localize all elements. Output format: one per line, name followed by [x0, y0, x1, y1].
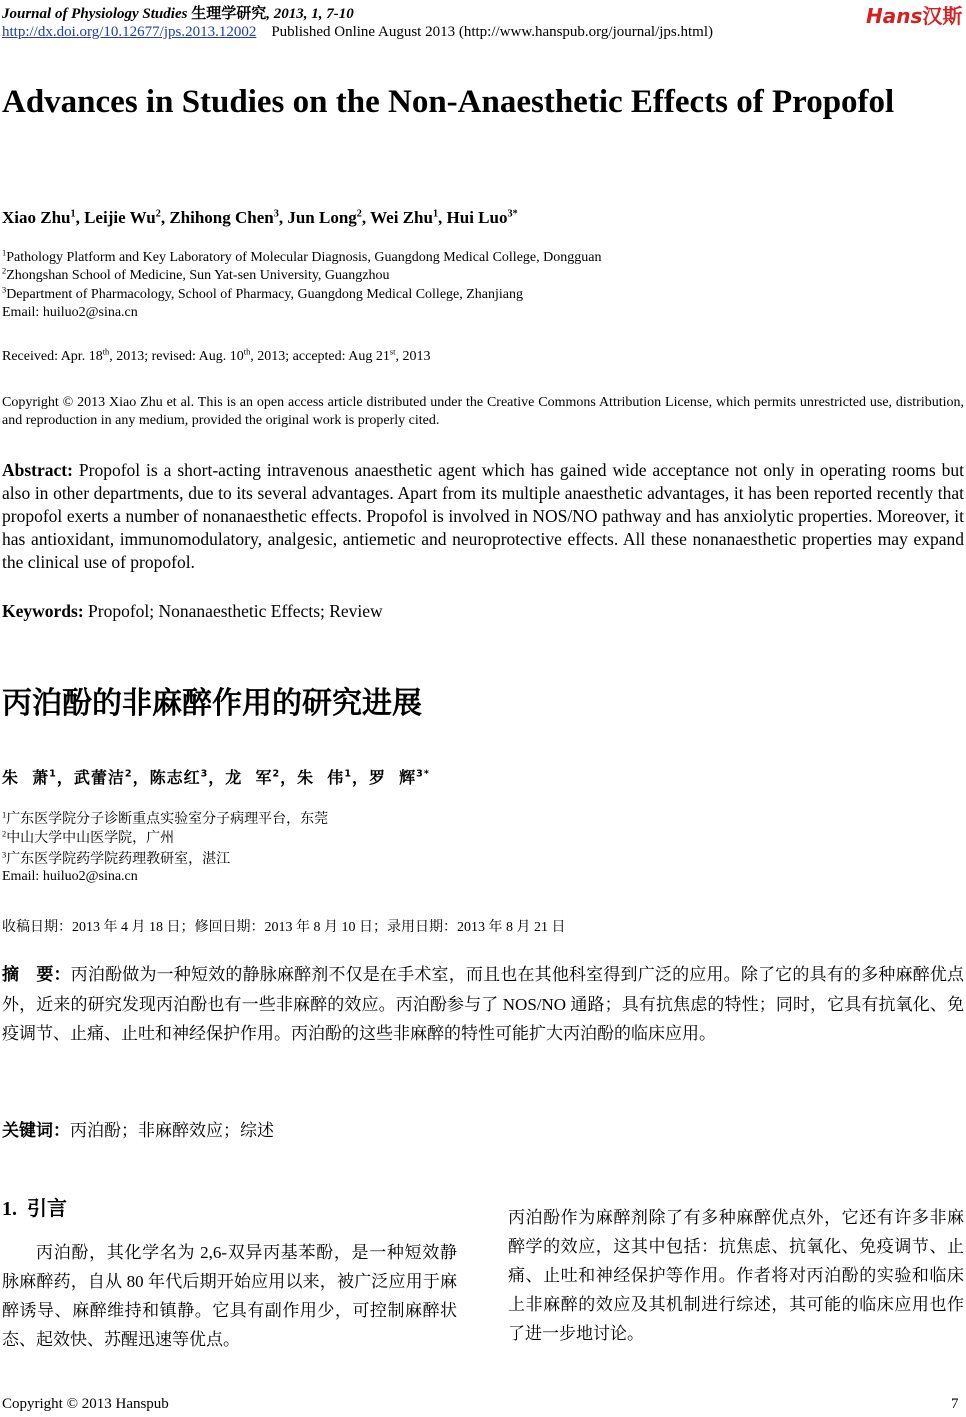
- cn-author: 武蕾洁: [73, 768, 125, 787]
- cn-affiliation-sup: 2: [2, 829, 7, 839]
- cn-affiliation: [2, 827, 174, 847]
- cn-abstract-text: 丙泊酚做为一种短效的静脉麻醉剂不仅是在手术室，而且也在其他科室得到广泛的应用。除了它的具有的多种麻醉优点外，近来的研究发现丙泊酚也有一些非麻醉的效应。丙泊酚参与了 NOS/NO 通路；具有抗焦虑的特性；同时，它具有抗氧化、免疫调节、止痛、止吐和神经保护作用。丙泊酚的这些非麻醉的特性可能扩大丙泊酚的临床应用。: [2, 965, 965, 1043]
- keywords-label: Keywords:: [2, 601, 84, 621]
- cn-author: 陈志红: [149, 768, 201, 787]
- date-sup: st: [389, 347, 396, 357]
- logo-text-en: Hans: [866, 4, 923, 28]
- cn-author-sup: 3*: [416, 768, 430, 780]
- affiliation-text: Pathology Platform and Key Laboratory of Molecular Diagnosis, Guangdong Medical College, Dongguan: [6, 250, 602, 265]
- accepted-label: , 2013; accepted: Aug 21: [250, 349, 390, 364]
- email: Email: huiluo2@sina.cn: [2, 305, 138, 320]
- cn-author-list: 朱 萧$^1$，武蕾洁$^2$，陈志红$^3$，龙 军$^2$，朱 伟$^1$，罗 辉$^{3*}$: [2, 768, 430, 787]
- date-tail: , 2013: [395, 349, 431, 364]
- doi-line: [2, 24, 713, 41]
- cn-affiliation-text: 广东医学院分子诊断重点实验室分子病理平台，东莞: [6, 812, 329, 827]
- cn-author-sup: 2: [272, 768, 281, 780]
- section-title: 引言: [27, 1198, 67, 1220]
- author: Xiao Zhu: [2, 208, 71, 227]
- cn-author: 罗 辉: [369, 768, 417, 787]
- cn-author-sup: 3: [200, 768, 209, 780]
- section-number: 1.: [2, 1198, 17, 1220]
- date-sup: th: [243, 347, 251, 357]
- affiliation-sup: 1: [2, 248, 7, 258]
- cn-author-sup: 1: [49, 768, 57, 780]
- cn-abstract-label: 摘 要：: [2, 965, 71, 985]
- cn-paper-title: 丙泊酚的非麻醉作用的研究进展: [2, 686, 422, 721]
- cn-affiliation-text: 广东医学院药学院药理教研室，湛江: [6, 852, 231, 867]
- date-sup: th: [102, 347, 110, 357]
- journal-header: [2, 2, 354, 23]
- author-sup: 3: [273, 208, 279, 220]
- page-number: 7: [951, 1396, 959, 1412]
- cn-author: 朱 萧: [2, 768, 50, 787]
- cn-keywords-label: 关键词：: [2, 1121, 70, 1141]
- hans-logo: [866, 0, 962, 29]
- abstract-label: Abstract:: [2, 460, 73, 480]
- cn-affiliation-text: 中山大学中山医学院，广州: [6, 831, 175, 846]
- cn-affiliation-sup: 3: [2, 850, 7, 860]
- author-sup: 1: [70, 208, 76, 220]
- doi-link[interactable]: http://dx.doi.org/10.12677/jps.2013.12002: [2, 24, 257, 40]
- author-sup: 1: [432, 208, 439, 220]
- journal-name: Journal of Physiology Studies: [2, 6, 188, 22]
- journal-name-cn: 生理学研究: [191, 6, 267, 22]
- abstract: [2, 459, 964, 574]
- affiliation: [2, 287, 523, 303]
- author-sup: 2: [155, 208, 161, 220]
- paper-title: Advances in Studies on the Non-Anaesthetic Effects of Propofol: [2, 84, 895, 120]
- journal-citation: , 2013, 1, 7-10: [266, 6, 354, 22]
- published-online: Published Online August 2013 (http://www.hanspub.org/journal/jps.html): [271, 24, 713, 40]
- author: Jun Long: [287, 208, 357, 227]
- affiliation-sup: 3: [2, 285, 7, 295]
- affiliation: [2, 268, 389, 284]
- author-list: Xiao Zhu$^1$, Leijie Wu$^2$, Zhihong Chen$^3$, Jun Long$^2$, Wei Zhu$^1$, Hui Luo$^{3*}$: [2, 208, 518, 227]
- cn-keywords: [2, 1116, 274, 1141]
- body-column-left: 丙泊酚，其化学名为 2,6-双异丙基苯酚，是一种短效静脉麻醉药，自从 80 年代后期开始应用以来，被广泛应用于麻醉诱导、麻醉维持和镇静。它具有副作用少，可控制麻醉状态、起效快、苏醒迅速等优点。: [2, 1243, 457, 1349]
- received-dates: [2, 349, 430, 365]
- cn-author: 朱 伟: [297, 768, 345, 787]
- section-heading: [2, 1192, 67, 1221]
- footer-copyright: Copyright © 2013 Hanspub: [2, 1396, 169, 1412]
- cn-author-sup: 1: [344, 768, 352, 780]
- received-label: Received: Apr. 18: [2, 349, 103, 364]
- affiliation-text: Zhongshan School of Medicine, Sun Yat-sen University, Guangzhou: [6, 268, 390, 283]
- author: Hui Luo: [446, 208, 508, 227]
- author-sup: 3*: [507, 208, 518, 220]
- affiliation-text: Department of Pharmacology, School of Pharmacy, Guangdong Medical College, Zhanjiang: [6, 287, 524, 302]
- body-column-right: 丙泊酚作为麻醉剂除了有多种麻醉优点外，它还有许多非麻醉学的效应，这其中包括：抗焦虑、抗氧化、免疫调节、止痛、止吐和神经保护等作用。作者将对丙泊酚的实验和临床上非麻醉的效应及其机制进行综述，其可能的临床应用也作了进一步地讨论。: [508, 1208, 964, 1343]
- cn-author-sup: 2: [124, 768, 133, 780]
- revised-label: , 2013; revised: Aug. 10: [109, 349, 244, 364]
- cn-affiliation-sup: 1: [2, 810, 7, 820]
- cn-affiliation: [2, 808, 328, 828]
- copyright-notice: Copyright © 2013 Xiao Zhu et al. This is an open access article distributed under the Creative Commons Attribution License, which permits unrestricted use, distribution, and reproduction in any medium, provided the original work is properly cited.: [2, 395, 964, 428]
- author: Leijie Wu: [84, 208, 156, 227]
- cn-keywords-text: 丙泊酚；非麻醉效应；综述: [70, 1121, 274, 1140]
- affiliation-sup: 2: [2, 266, 7, 276]
- affiliation: [2, 250, 601, 266]
- cn-abstract: [2, 960, 964, 1048]
- author-sup: 2: [356, 208, 362, 220]
- cn-dates: 收稿日期：2013 年 4 月 18 日；修回日期：2013 年 8 月 10 日；录用日期：2013 年 8 月 21 日: [2, 920, 566, 935]
- cn-email: Email: huiluo2@sina.cn: [2, 869, 138, 884]
- cn-author: 龙 军: [225, 768, 273, 787]
- keywords: [2, 601, 383, 622]
- logo-text-cn: 汉斯: [922, 4, 963, 28]
- abstract-text: Propofol is a short-acting intravenous anaesthetic agent which has gained wide acceptance not only in operating rooms but also in other departments, due to its several advantages. Apart from its multiple anaesthetic advantages, it has been reported recently that propofol exerts a number of nonanaesthetic effects. Propofol is involved in NOS/NO pathway and has anxiolytic properties. Moreover, it has antioxidant, immunomodulatory, analgesic, antiemetic and neuroprotective effects. All these nonanaesthetic properties may expand the clinical use of propofol.: [2, 460, 964, 572]
- keywords-text: Propofol; Nonanaesthetic Effects; Review: [83, 601, 383, 621]
- author: Wei Zhu: [370, 208, 433, 227]
- author: Zhihong Chen: [169, 208, 274, 227]
- cn-affiliation: [2, 848, 230, 868]
